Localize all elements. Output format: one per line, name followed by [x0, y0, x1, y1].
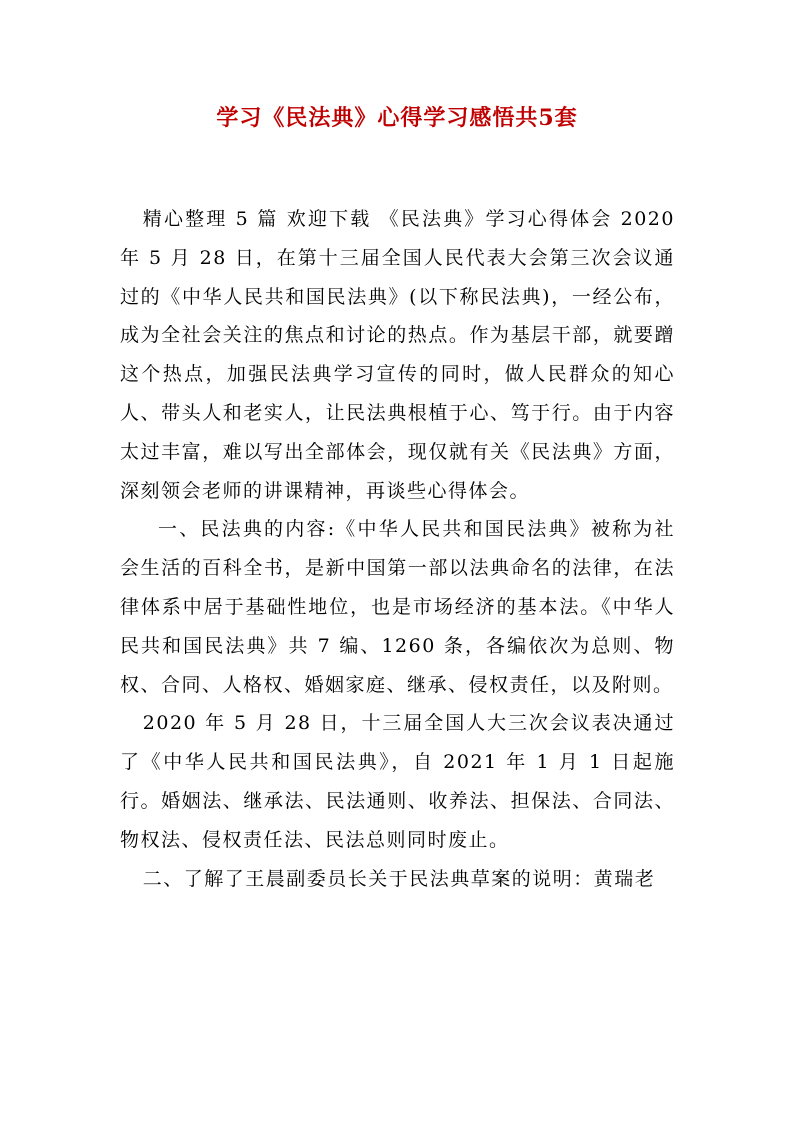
document-title: 学习《民法典》心得学习感悟共5套: [216, 105, 578, 131]
paragraph: 二、了解了王晨副委员长关于民法典草案的说明：黄瑞老: [142, 867, 656, 890]
paragraph: 一、民法典的内容:《中华人民共和国民法典》被称为社会生活的百科全书，是新中国第一部以法典命名的法律，在法律体系中居于基础性地位，也是市场经济的基本法。《中华人民共和国民法典》共 7 编、1260 条，各编依次为总则、物权、合同、人格权、婚姻家庭、继承、侵权责任，以及附则。: [120, 518, 675, 696]
paragraph: 精心整理 5 篇 欢迎下载 《民法典》学习心得体会 2020 年 5 月 28 日，在第十三届全国人民代表大会第三次会议通过的《中华人民共和国民法典》(以下称民法典)，一经公布，成为全社会关注的焦点和讨论的热点。作为基层干部，就要蹭这个热点，加强民法典学习宣传的同时，做人民群众的知心人、带头人和老实人，让民法典根植于心、笃于行。由于内容太过丰富，难以写出全部体会，现仅就有关《民法典》方面，深刻领会老师的讲课精神，再谈些心得体会。: [120, 208, 675, 502]
paragraph: 2020 年 5 月 28 日，十三届全国人大三次会议表决通过了《中华人民共和国民法典》，自 2021 年 1 月 1 日起施行。婚姻法、继承法、民法通则、收养法、担保法、合同法、物权法、侵权责任法、民法总则同时废止。: [120, 712, 675, 851]
document-body: [120, 200, 675, 898]
